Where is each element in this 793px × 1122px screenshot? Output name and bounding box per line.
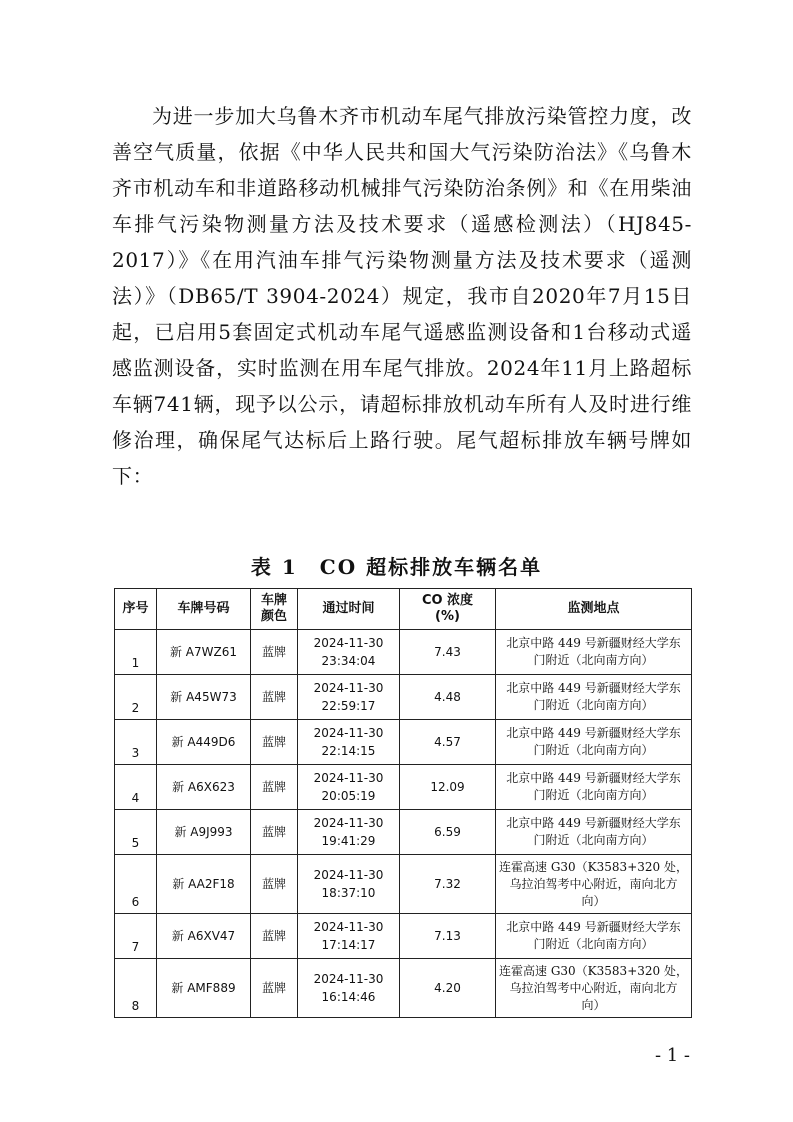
co-value: 6.59 <box>400 810 496 855</box>
plate-color: 蓝牌 <box>251 765 298 810</box>
co-value: 7.43 <box>400 630 496 675</box>
plate-number: 新 A6X623 <box>157 765 251 810</box>
table-row <box>115 855 692 914</box>
location-line: 北京中路 449 号新疆财经大学东 <box>506 681 681 695</box>
monitor-location <box>496 765 692 810</box>
plate-color: 蓝牌 <box>251 810 298 855</box>
table-header-row <box>115 589 692 630</box>
header-co <box>400 589 496 630</box>
location-line: 门附近（北向南方向） <box>533 833 654 847</box>
location-line: 北京中路 449 号新疆财经大学东 <box>506 816 681 830</box>
plate-number: 新 A45W73 <box>157 675 251 720</box>
plate-number: 新 A6XV47 <box>157 914 251 959</box>
co-exceed-table <box>114 588 692 1018</box>
table-row <box>115 765 692 810</box>
plate-color: 蓝牌 <box>251 675 298 720</box>
pass-time <box>298 720 400 765</box>
pass-date: 2024-11-30 <box>313 636 384 650</box>
pass-clock: 16:14:46 <box>321 990 376 1004</box>
location-line: 门附近（北向南方向） <box>533 743 654 757</box>
pass-clock: 19:41:29 <box>321 834 376 848</box>
pass-date: 2024-11-30 <box>313 726 384 740</box>
row-index: 8 <box>115 959 157 1018</box>
plate-number: 新 AMF889 <box>157 959 251 1018</box>
plate-number: 新 A7WZ61 <box>157 630 251 675</box>
plate-number: 新 A449D6 <box>157 720 251 765</box>
header-time: 通过时间 <box>298 589 400 630</box>
pass-clock: 22:14:15 <box>321 744 376 758</box>
monitor-location <box>496 630 692 675</box>
plate-color: 蓝牌 <box>251 914 298 959</box>
pass-time <box>298 765 400 810</box>
header-plate: 车牌号码 <box>157 589 251 630</box>
location-line: 连霍高速 G30（K3583+320 处， <box>499 963 688 978</box>
pass-time <box>298 675 400 720</box>
pass-time <box>298 855 400 914</box>
table-row <box>115 675 692 720</box>
co-value: 12.09 <box>400 765 496 810</box>
header-idx: 序号 <box>115 589 157 630</box>
page-number: - 1 - <box>654 1045 690 1066</box>
row-index: 3 <box>115 720 157 765</box>
pass-clock: 17:14:17 <box>321 938 376 952</box>
plate-color: 蓝牌 <box>251 959 298 1018</box>
co-value: 4.57 <box>400 720 496 765</box>
table-row <box>115 959 692 1018</box>
pass-date: 2024-11-30 <box>313 920 384 934</box>
table-row <box>115 810 692 855</box>
monitor-location <box>496 855 692 914</box>
pass-date: 2024-11-30 <box>313 771 384 785</box>
plate-color: 蓝牌 <box>251 855 298 914</box>
co-value: 7.13 <box>400 914 496 959</box>
plate-color: 蓝牌 <box>251 630 298 675</box>
pass-date: 2024-11-30 <box>313 972 384 986</box>
pass-time <box>298 630 400 675</box>
location-line: 门附近（北向南方向） <box>533 788 654 802</box>
monitor-location <box>496 810 692 855</box>
table-row <box>115 720 692 765</box>
table-row <box>115 914 692 959</box>
pass-time <box>298 959 400 1018</box>
location-line: 连霍高速 G30（K3583+320 处， <box>499 859 688 874</box>
row-index: 2 <box>115 675 157 720</box>
plate-color: 蓝牌 <box>251 720 298 765</box>
plate-number: 新 AA2F18 <box>157 855 251 914</box>
header-location: 监测地点 <box>496 589 692 630</box>
pass-date: 2024-11-30 <box>313 816 384 830</box>
co-value: 4.48 <box>400 675 496 720</box>
location-line: 北京中路 449 号新疆财经大学东 <box>506 771 681 785</box>
header-color <box>251 589 298 630</box>
location-line: 北京中路 449 号新疆财经大学东 <box>506 636 681 650</box>
row-index: 1 <box>115 630 157 675</box>
monitor-location <box>496 720 692 765</box>
header-color-line1: 车牌 <box>260 593 287 608</box>
monitor-location <box>496 914 692 959</box>
row-index: 4 <box>115 765 157 810</box>
location-line: 北京中路 449 号新疆财经大学东 <box>506 920 681 934</box>
table-title: 表 1 CO 超标排放车辆名单 <box>250 555 543 579</box>
header-co-line1: CO 浓度 <box>421 593 474 608</box>
pass-clock: 22:59:17 <box>321 699 376 713</box>
monitor-location <box>496 959 692 1018</box>
row-index: 7 <box>115 914 157 959</box>
pass-date: 2024-11-30 <box>313 868 384 882</box>
pass-clock: 20:05:19 <box>321 789 376 803</box>
co-value: 4.20 <box>400 959 496 1018</box>
monitor-location <box>496 675 692 720</box>
pass-time <box>298 810 400 855</box>
location-line: 门附近（北向南方向） <box>533 653 654 667</box>
pass-date: 2024-11-30 <box>313 681 384 695</box>
location-line: 门附近（北向南方向） <box>533 937 654 951</box>
pass-time <box>298 914 400 959</box>
intro-paragraph: 为进一步加大乌鲁木齐市机动车尾气排放污染管控力度，改善空气质量，依据《中华人民共和国大气污染防治法》《乌鲁木齐市机动车和非道路移动机械排气污染防治条例》和《在用柴油车排气污染物测量方法及技术要求（遥感检测法）（HJ845-2017）》《在用汽油车排气污染物测量方法及技术要求（遥测法）》（DB65/T 3904-2024）规定，我市自2020年7月15日起，已启用5套固定式机动车尾气遥感监测设备和1台移动式遥感监测设备，实时监测在用车尾气排放。2024年11月上路超标车辆741辆，现予以公示，请超标排放机动车所有人及时进行维修治理，确保尾气达标后上路行驶。尾气超标排放车辆号牌如下： <box>112 104 692 488</box>
co-value: 7.32 <box>400 855 496 914</box>
location-line: 门附近（北向南方向） <box>533 698 654 712</box>
table-row <box>115 630 692 675</box>
row-index: 5 <box>115 810 157 855</box>
location-line: 乌拉泊驾考中心附近，南向北方 <box>509 980 678 995</box>
location-line: 向） <box>581 997 606 1012</box>
pass-clock: 18:37:10 <box>321 886 376 900</box>
header-co-line2: (%) <box>435 609 460 624</box>
location-line: 向） <box>581 893 606 908</box>
pass-clock: 23:34:04 <box>321 654 376 668</box>
location-line: 乌拉泊驾考中心附近，南向北方 <box>509 876 678 891</box>
row-index: 6 <box>115 855 157 914</box>
location-line: 北京中路 449 号新疆财经大学东 <box>506 726 681 740</box>
header-color-line2: 颜色 <box>260 609 287 624</box>
plate-number: 新 A9J993 <box>157 810 251 855</box>
